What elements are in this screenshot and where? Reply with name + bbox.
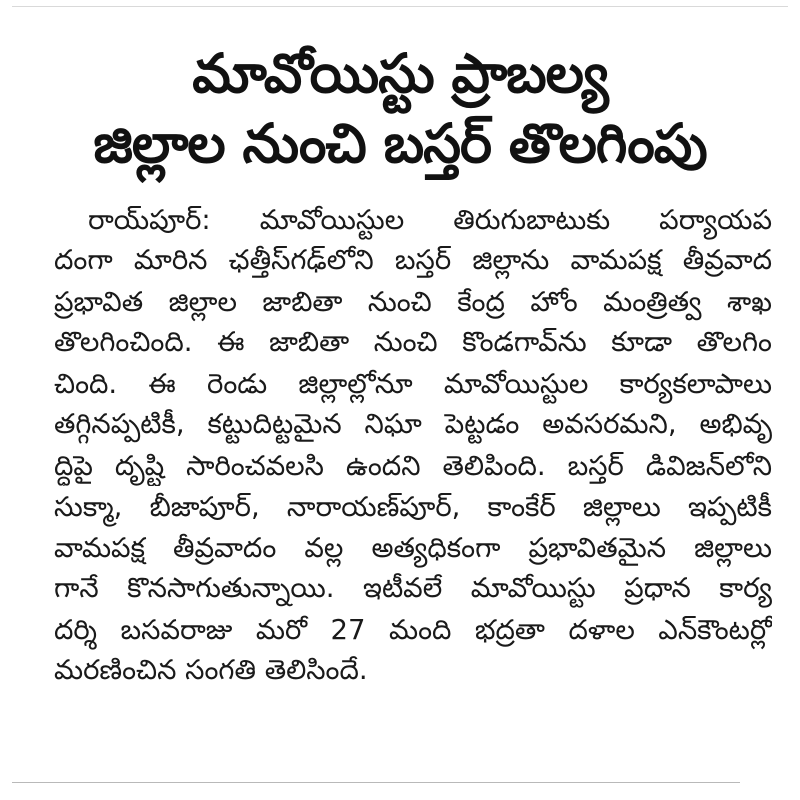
top-divider <box>12 6 788 7</box>
body-line-8: సుక్మా, బీజాపూర్, నారాయణ్‌పూర్, కాంకేర్ జిల్లాలు ఇప్పటికీ <box>54 491 772 523</box>
body-line-5: చింది. ఈ రెండు జిల్లాల్లోనూ మావోయిస్టుల కార్యకలాపాలు <box>54 368 772 400</box>
body-line-11: దర్శి బసవరాజు మరో 27 మంది భద్రతా దళాల ఎన్‌కౌంటర్లో <box>54 614 772 646</box>
body-line-3: ప్రభావిత జిల్లాల జాబితా నుంచి కేంద్ర హోం మంత్రిత్వ శాఖ <box>54 286 772 318</box>
headline-line-2: జిల్లాల నుంచి బస్తర్ తొలగింపు <box>93 112 707 175</box>
body-line-10: గానే కొనసాగుతున్నాయి. ఇటీవలే మావోయిస్టు ప్రధాన కార్య <box>54 572 772 604</box>
bottom-divider <box>12 782 740 783</box>
body-line-12: మరణించిన సంగతి తెలిసిందే. <box>54 654 368 686</box>
headline-line-1: మావోయిస్టు ప్రాబల్య <box>192 42 608 105</box>
body-line-2: దంగా మారిన ఛత్తీస్‌గఢ్‌లోని బస్తర్ జిల్లాను వామపక్ష తీవ్రవాద <box>54 244 772 276</box>
body-line-1: రాయ్‌పూర్: మావోయిస్టుల తిరుగుబాటుకు పర్యాయప <box>88 204 772 236</box>
body-line-7: ద్ధిపై దృష్టి సారించవలసి ఉందని తెలిపింది. బస్తర్ డివిజన్‌లోని <box>54 450 772 482</box>
body-line-4: తొలగించింది. ఈ జాబితా నుంచి కొండగావ్‌ను కూడా తొలగిం <box>54 326 772 358</box>
body-line-6: తగ్గినప్పటికీ, కట్టుదిట్టమైన నిఘా పెట్టడం అవసరమని, అభివృ <box>54 408 772 440</box>
body-line-9: వామపక్ష తీవ్రవాదం వల్ల అత్యధికంగా ప్రభావితమైన జిల్లాలు <box>54 532 772 564</box>
